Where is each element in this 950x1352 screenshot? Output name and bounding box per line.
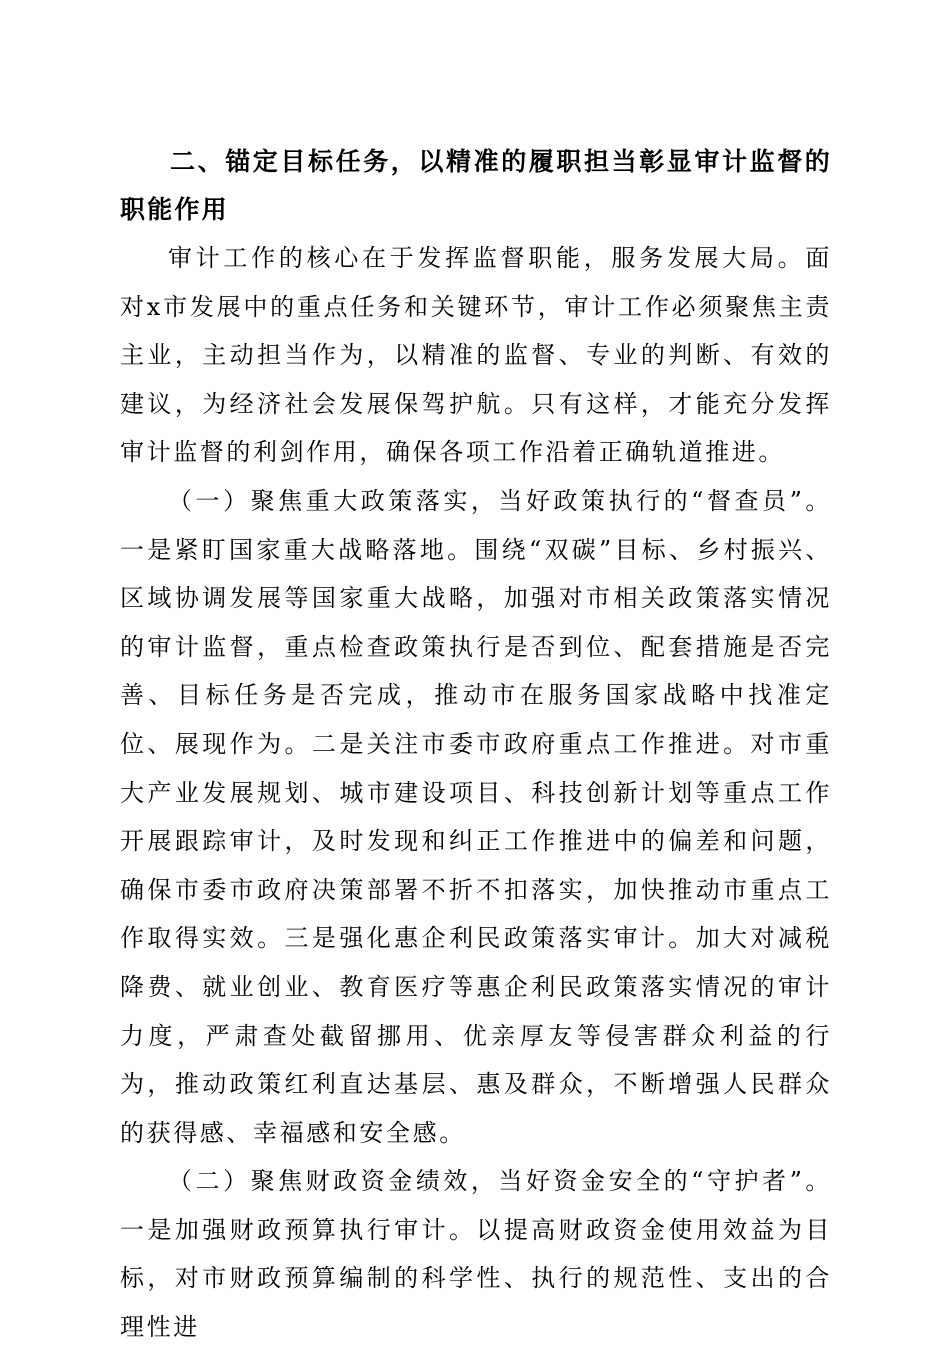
section2-body: 一是加强财政预算执行审计。以提高财政资金使用效益为目标，对市财政预算编制的科学性、执行的规范性、支出的合理性进 [120,1215,832,1342]
section2-title: （二）聚焦财政资金绩效，当好资金安全的“守护者”。 [168,1167,832,1196]
section1-title: （一）聚焦重大政策落实，当好政策执行的“督查员”。 [168,486,832,515]
section-heading: 二、锚定目标任务，以精准的履职担当彰显审计监督的职能作用 [120,147,832,224]
document-body [120,138,832,1352]
intro-paragraph: 审计工作的核心在于发挥监督职能，服务发展大局。面对x市发展中的重点任务和关键环节，审计工作必须聚焦主责主业，主动担当作为，以精准的监督、专业的判断、有效的建议，为经济社会发展保驾护航。只有这样，才能充分发挥审计监督的利剑作用，确保各项工作沿着正确轨道推进。 [120,244,832,467]
section1-body: 一是紧盯国家重大战略落地。围绕“双碳”目标、乡村振兴、区域协调发展等国家重大战略，加强对市相关政策落实情况的审计监督，重点检查政策执行是否到位、配套措施是否完善、目标任务是否完成，推动市在服务国家战略中找准定位、展现作为。二是关注市委市政府重点工作推进。对市重大产业发展规划、城市建设项目、科技创新计划等重点工作开展跟踪审计，及时发现和纠正工作推进中的偏差和问题，确保市委市政府决策部署不折不扣落实，加快推动市重点工作取得实效。三是强化惠企利民政策落实审计。加大对减税降费、就业创业、教育医疗等惠企利民政策落实情况的审计力度，严肃查处截留挪用、优亲厚友等侵害群众利益的行为，推动政策红利直达基层、惠及群众，不断增强人民群众的获得感、幸福感和安全感。 [120,535,832,1147]
section1-paragraph [120,477,832,1157]
section2-paragraph [120,1157,832,1351]
